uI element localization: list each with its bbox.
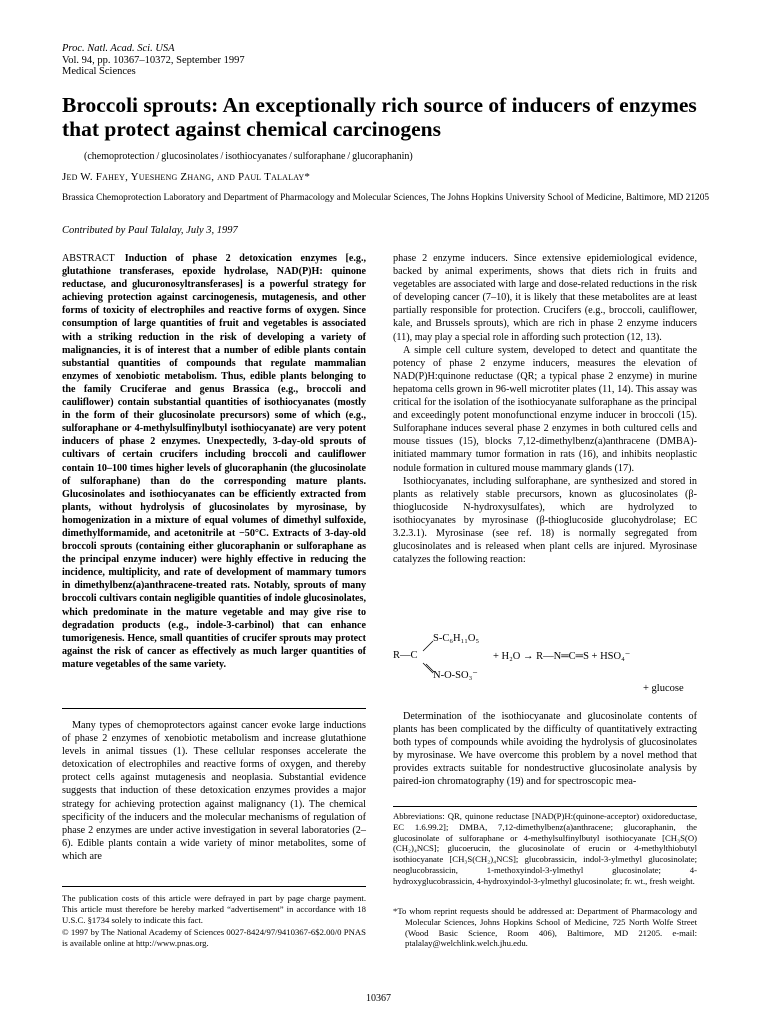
page-number: 10367 — [366, 993, 391, 1004]
footnote-copyright: © 1997 by The National Academy of Sciences 0027-8424/97/9410367-6$2.00/0 PNAS is available online at http://www.pnas.org. — [62, 927, 366, 948]
reaction-glucose: + glucose — [643, 683, 684, 694]
journal-header — [62, 43, 245, 78]
footnote-cost: The publication costs of this article were defrayed in part by page charge payment. This article must therefore be hereby marked “advertisement” in accordance with 18 U.S.C. §1734 solely to indicate this fact. — [62, 893, 366, 925]
reaction-sulfate: N-O-SO₃⁻ — [433, 670, 478, 681]
right-paragraph-1: phase 2 enzyme inducers. Since extensive epidemiological evidence, backed by animal experiments, shows that diets rich in fruits and vegetables are associated with large and dose-related reductions in the risk of developing cancer (7–10), it is likely that these metabolites are at least partially responsible for protection. Crucifers (e.g., broccoli, cauliflower, kale, and Brussels sprouts), which are rich in phase 2 enzyme inducers (11), may play a special role in affording such protection (12, 13). — [393, 253, 697, 343]
correspondence-footnote: *To whom reprint requests should be addressed at: Department of Pharmacology and Molecular Sciences, Johns Hopkins School of Medicine, 725 North Wolfe Street (Wood Basic Science, Room 406), Baltimore, MD 21205. e-mail: ptalalay@welchlink.welch.jhu.edu. — [393, 906, 697, 949]
abstract — [62, 252, 366, 671]
abbreviations-footnote: Abbreviations: QR, quinone reductase [NAD(P)H:(quinone-acceptor) oxidoreductase, EC 1.6.99.2]; DMBA, 7,12-dimethylbenz(a)anthracene; glucoraphanin, the glucosinolate of sulforaphane or 4-methylsulfinylbutyl isothiocyanate [CH₃S(O)(CH₂)₄NCS]; glucoerucin, the glucosinolate of erucin or 4-methylthiobutyl isothiocyanate [CH₃S(CH₂)₄NCS]; glucobrassicin, indol-3-ylmethyl glucosinolate; neoglucobrassicin, 1-methoxyindol-3-ylmethyl glucosinolate; 4-hydroxyglucobrassicin, 4-hydroxyindol-3-ylmethyl glucosinolate; fr. wt., fresh weight. — [393, 811, 697, 886]
reaction-r-group: R—C — [393, 650, 418, 661]
authors: Jed W. Fahey, Yuesheng Zhang, and Paul Talalay* — [62, 171, 311, 183]
volume-line: Vol. 94, pp. 10367–10372, September 1997 — [62, 54, 245, 66]
journal-name: Proc. Natl. Acad. Sci. USA — [62, 43, 175, 54]
right-column-text — [393, 252, 697, 566]
reaction-scheme — [393, 633, 697, 695]
intro-paragraph: Many types of chemoprotectors against cancer evoke large inductions of phase 2 enzymes of xenobiotic metabolism and increase glutathione levels in animal tissues (1). These cellular responses accelerate the detoxication of electrophiles and reactive forms of oxygen, and thereby protect cells against mutagenesis and neoplasia. Substantial evidence suggests that induction of these detoxication enzymes provides a major strategy for achieving protection against malignancy (1). The chemical specificity of the inducers and the molecular mechanisms of regulation of phase 2 enzymes are under active investigation in several laboratories (2–6). Edible plants contain a wide variety of minor metabolites, some of which are — [62, 720, 366, 862]
keywords: (chemoprotection / glucosinolates / isothiocyanates / sulforaphane / glucoraphanin) — [84, 151, 413, 162]
right-paragraph-2: A simple cell culture system, developed to detect and quantitate the potency of phase 2 enzyme inducers, measures the elevation of NAD(P)H:quinone reductase (QR; a typical phase 2 enzyme) in murine hepatoma cells grown in 96-well microtiter plates (11, 14). This assay was critical for the isolation of the isothiocyanate sulforaphane as the principal and exceedingly potent monofunctional enzyme inducer in broccoli (15). Sulforaphane induces several phase 2 enzymes in both cultured cells and mouse tissues (15), blocks 7,12-dimethylbenz(a)anthracene (DMBA)-initiated mammary tumor formation in rats (16), and inhibits neoplastic nodule formation in cultured mouse mammary glands (17). — [393, 344, 697, 474]
abstract-label: ABSTRACT — [62, 253, 115, 264]
contributed-line: Contributed by Paul Talalay, July 3, 1997 — [62, 225, 238, 236]
abstract-text: Induction of phase 2 detoxication enzymes [e.g., glutathione transferases, epoxide hydrolase, NAD(P)H: quinone reductase, and glucuronosyltransferases] is a powerful strategy for achieving protection against carcinogenesis, mutagenesis, and other forms of toxicity of electrophiles and reactive forms of oxygen. Since consumption of large quantities of fruit and vegetables is associated with a striking reduction in the risk of developing a variety of malignancies, it is of interest that a number of edible plants contain substantial quantities of compounds that regulate mammalian enzymes of xenobiotic metabolism. Thus, edible plants belonging to the family Cruciferae and genus Brassica (e.g., broccoli and cauliflower) contain substantial quantities of isothiocyanates (mostly in the form of their glucosinolate precursors) some of which (e.g., sulforaphane or 4-methylsulfinylbutyl isothiocyanate) are very potent inducers of phase 2 enzymes. Unexpectedly, 3-day-old sprouts of cultivars of certain crucifers including broccoli and cauliflower contain 10–100 times higher levels of glucoraphanin (the glucosinolate of sulforaphane) than do the corresponding mature plants. Glucosinolates and isothiocyanates can be efficiently extracted from plants, without hydrolysis of glucosinolates by myrosinase, by homogenization in a mixture of equal volumes of dimethyl sulfoxide, dimethylformamide, and acetonitrile at −50°C. Extracts of 3-day-old broccoli sprouts (containing either glucoraphanin or sulforaphane as the principal enzyme inducer) were highly effective in reducing the incidence, multiplicity, and rate of development of mammary tumors in dimethylbenz(a)anthracene-treated rats. Notably, sprouts of many broccoli cultivars contain negligible quantities of indole glucosinolates, which predominate in the mature vegetable and may give rise to degradation products (e.g., indole-3-carbinol) that can enhance tumorigenesis. Hence, small quantities of crucifer sprouts may protect against the risk of cancer as effectively as much larger quantities of mature vegetables of the same variety. — [62, 253, 366, 670]
affiliation: Brassica Chemoprotection Laboratory and Department of Pharmacology and Molecular Sciences, The Johns Hopkins University School of Medicine, Baltimore, MD 21205 — [62, 193, 710, 203]
abstract-divider — [62, 708, 366, 709]
section-name: Medical Sciences — [62, 66, 136, 78]
article-title: Broccoli sprouts: An exceptionally rich source of inducers of enzymes that protect against chemical carcinogens — [62, 93, 697, 141]
right-paragraph-4-text: Determination of the isothiocyanate and glucosinolate contents of plants has been complicated by the difficulty of quantitatively extracting both types of compounds while avoiding the hydrolysis of glucosinolates by myrosinase. We have overcome this problem by a novel method that provides extracts suitable for nondestructive glucosinolate analysis by paired-ion chromatography (19) and for spectroscopic mea- — [393, 711, 697, 788]
reaction-products: + H₂O → R—N═C═S + HSO₄⁻ — [493, 651, 631, 662]
reaction-thioglucose: S-C₆H₁₁O₅ — [433, 633, 480, 644]
footnote-divider-left — [62, 886, 366, 887]
footnote-divider-right — [393, 806, 697, 807]
right-paragraph-4 — [393, 710, 697, 789]
right-paragraph-3: Isothiocyanates, including sulforaphane, are synthesized and stored in plants as relatively stable precursors, known as glucosinolates (β-thioglucoside N-hydroxysulfates), which are hydrolyzed to isothiocyanates by myrosinase (β-thioglucoside glucohydrolase; EC 3.2.3.1). Myrosinase (see ref. 18) is normally segregated from glucosinolates and is released when plant cells are injured. Myrosinase catalyzes the following reaction: — [393, 475, 697, 566]
